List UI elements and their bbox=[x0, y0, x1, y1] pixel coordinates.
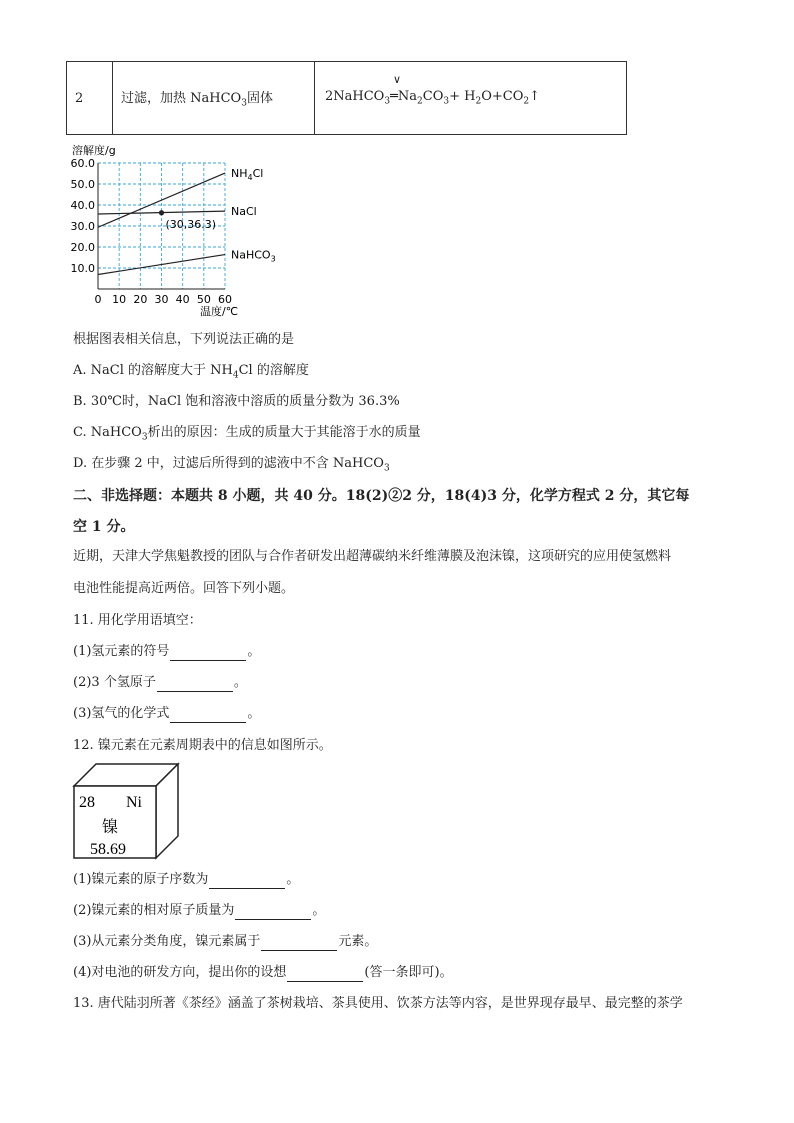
answer-blank[interactable] bbox=[287, 967, 363, 982]
element-name: 镍 bbox=[102, 817, 119, 836]
option-a: A. NaCl 的溶解度大于 $NH_4Cl$ 的溶解度 bbox=[73, 363, 309, 381]
chemical-equation: ∨ $2NaHCO_3═Na_2CO_3+$ $H_2O+CO_2↑$ bbox=[325, 73, 541, 107]
q12-item-1: (1)镍元素的原子序数为 。 bbox=[73, 872, 300, 887]
series-label-NaHCO3: NaHCO$_3$ bbox=[231, 248, 276, 264]
x-tick-label: 30 bbox=[154, 293, 169, 306]
intro-text-cont: 电池性能提高近两倍。回答下列小题。 bbox=[73, 581, 295, 596]
x-tick-label: 20 bbox=[133, 293, 148, 306]
answer-blank[interactable] bbox=[170, 646, 246, 661]
intro-text: 近期，天津大学焦魁教授的团队与合作者研发出超薄碳纳米纤维薄膜及泡沫镍，这项研究的应用使氢燃料 bbox=[73, 549, 672, 564]
q12-item-4: (4)对电池的研发方向，提出你的设想 (答一条即可)。 bbox=[73, 965, 453, 980]
q11-title: 11. 用化学用语填空： bbox=[73, 613, 202, 628]
q12-item-2: (2)镍元素的相对原子质量为 。 bbox=[73, 903, 326, 918]
x-tick-label: 10 bbox=[112, 293, 127, 306]
y-tick-label: 20.0 bbox=[70, 241, 95, 254]
q11-item-3: (3)氢气的化学式 。 bbox=[73, 706, 261, 721]
x-tick-label: 60 bbox=[218, 293, 232, 306]
y-tick-label: 30.0 bbox=[70, 220, 95, 233]
reaction-table bbox=[66, 61, 627, 135]
operation-cell: 过滤，加热 NaHCO$_3$固体 bbox=[113, 62, 315, 135]
x-tick-label: 40 bbox=[175, 293, 190, 306]
periodic-element-card bbox=[72, 762, 182, 862]
equation-cell bbox=[315, 62, 627, 135]
answer-blank[interactable] bbox=[157, 677, 233, 692]
answer-blank[interactable] bbox=[209, 874, 285, 889]
q12-item-3: (3)从元素分类角度，镍元素属于 元素。 bbox=[73, 934, 378, 949]
series-label-NaCl: NaCl bbox=[231, 205, 257, 219]
step-number: 2 bbox=[67, 62, 113, 135]
x-tick-label: 0 bbox=[94, 293, 102, 306]
q11-item-1: (1)氢元素的符号 。 bbox=[73, 644, 261, 659]
element-symbol: Ni bbox=[126, 794, 142, 811]
option-c: C. NaHCO$_3$析出的原因：生成的质量大于其能溶于水的质量 bbox=[73, 425, 421, 443]
q12-title: 12. 镍元素在元素周期表中的信息如图所示。 bbox=[73, 738, 332, 753]
y-tick-label: 40.0 bbox=[70, 199, 95, 212]
table-row bbox=[67, 62, 627, 135]
chart-series bbox=[98, 167, 276, 274]
chart-xlabel: 温度/℃ bbox=[200, 305, 239, 318]
answer-blank[interactable] bbox=[235, 905, 311, 920]
chart-ticks bbox=[71, 157, 233, 306]
data-point-label: (30,36.3) bbox=[165, 217, 217, 231]
option-b: B. 30℃时，NaCl 饱和溶液中溶质的质量分数为 36.3% bbox=[73, 394, 400, 409]
y-tick-label: 10.0 bbox=[70, 262, 95, 275]
question-stem: 根据图表相关信息，下列说法正确的是 bbox=[73, 332, 295, 347]
q13-text: 13. 唐代陆羽所著《茶经》涵盖了茶树栽培、茶具使用、饮茶方法等内容，是世界现存最早、最完整的茶学 bbox=[73, 996, 683, 1011]
chart-ylabel: 溶解度/g bbox=[72, 144, 116, 157]
series-label-NH4Cl: $NH_4Cl$ bbox=[231, 167, 264, 183]
y-tick-label: 50.0 bbox=[70, 178, 95, 191]
data-point bbox=[159, 210, 164, 215]
answer-blank[interactable] bbox=[261, 936, 337, 951]
x-tick-label: 50 bbox=[196, 293, 211, 306]
option-d: D. 在步骤 2 中，过滤后所得到的滤液中不含 NaHCO$_3$ bbox=[73, 456, 390, 474]
atomic-number: 28 bbox=[79, 794, 95, 811]
answer-blank[interactable] bbox=[170, 708, 246, 723]
heating-symbol: ∨ bbox=[393, 73, 402, 87]
solubility-chart bbox=[60, 140, 300, 320]
section-heading: 二、非选择题：本题共 8 小题，共 40 分。18(2)②2 分，18(4)3 分，化学方程式 2 分，其它每 bbox=[73, 488, 690, 504]
q11-item-2: (2)3 个氢原子 。 bbox=[73, 675, 247, 690]
section-heading-cont: 空 1 分。 bbox=[73, 519, 135, 535]
y-tick-label: 60.0 bbox=[70, 157, 95, 170]
series-line-NaHCO3 bbox=[98, 255, 225, 275]
atomic-mass: 58.69 bbox=[90, 841, 126, 858]
